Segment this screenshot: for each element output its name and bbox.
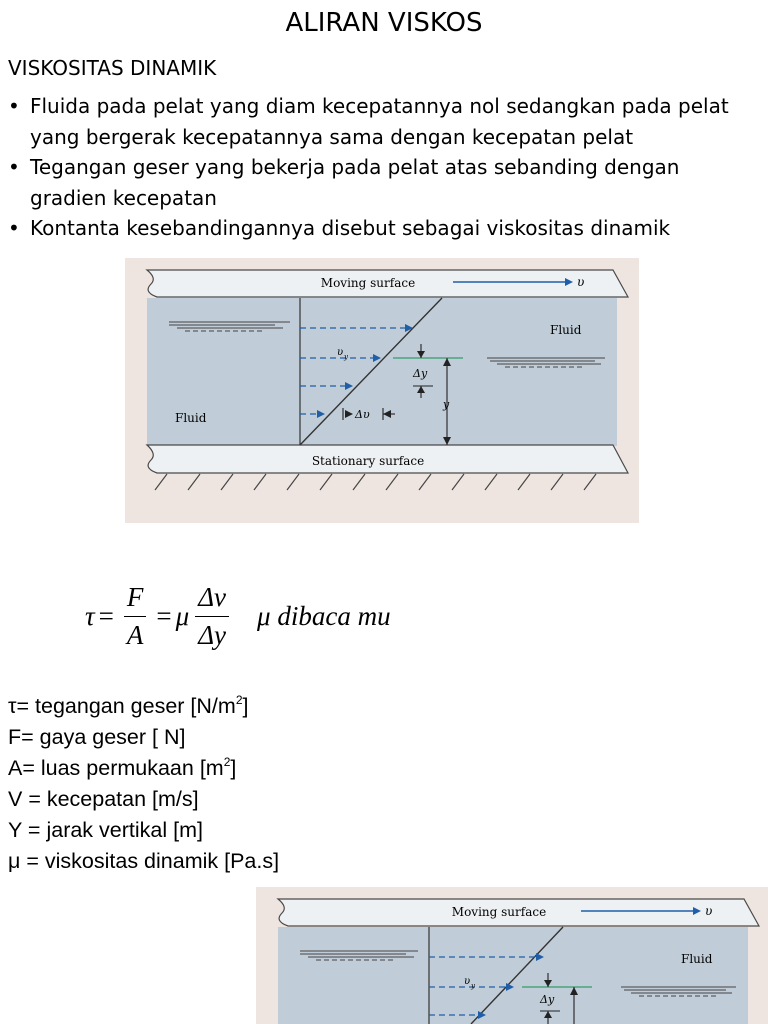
formula-tau: τ: [85, 600, 95, 631]
y-label: y: [443, 398, 450, 411]
stationary-surface-label: Stationary surface: [311, 454, 425, 468]
velocity-label: υ: [577, 275, 585, 289]
bullet-list: [8, 91, 760, 244]
definition-line: Y = jarak vertikal [m]: [8, 818, 203, 842]
fluid-region: [147, 298, 617, 446]
fluid-label-left: Fluid: [175, 411, 207, 425]
definition-line: A= luas permukaan $[m^2]$: [8, 755, 237, 780]
diagram-drawing: [125, 258, 639, 523]
bullet-item: • Tegangan geser yang bekerja pada pelat atas sebanding dengan gradien kecepatan: [8, 152, 760, 213]
formula-delta-v: Δv: [198, 581, 227, 612]
delta-y-label: Δy: [413, 367, 428, 380]
ground-hatching: [155, 474, 596, 490]
diagram-drawing-repeat: [256, 887, 768, 1024]
definition-line: μ = viskositas dinamik [Pa.s]: [8, 849, 280, 873]
vy-subscript: y: [344, 353, 348, 361]
fluid-region: [278, 927, 748, 1024]
fluid-label-right: Fluid: [681, 952, 713, 966]
delta-y-label: Δy: [540, 993, 555, 1006]
moving-surface-label: Moving surface: [451, 905, 547, 919]
fluid-label-right: Fluid: [550, 323, 582, 337]
shear-stress-formula: [85, 578, 391, 654]
formula-F: F: [126, 581, 144, 612]
formula-delta-y: Δy: [195, 616, 229, 651]
moving-surface-label: Moving surface: [320, 276, 416, 290]
definition-line: V = kecepatan [m/s]: [8, 787, 199, 811]
vy-label: υ: [337, 347, 344, 358]
fraction-velocity-gradient: [195, 582, 229, 651]
page-title: ALIRAN VISKOS: [285, 8, 483, 38]
definition-line: τ= tegangan geser $[N/m^2]$: [8, 693, 249, 718]
velocity-profile-diagram: [125, 258, 639, 523]
formula-equals: =: [156, 600, 172, 631]
variable-definitions: [8, 691, 279, 877]
vy-subscript: y: [471, 982, 475, 990]
vy-label: υ: [464, 976, 471, 987]
formula-equals: =: [98, 600, 114, 631]
velocity-profile-diagram-repeat: [256, 887, 768, 1024]
bullet-item: • Fluida pada pelat yang diam kecepatannya nol sedangkan pada pelat yang bergerak kecepatannya sama dengan kecepatan pelat: [8, 91, 760, 152]
formula-note: μ dibaca mu: [257, 600, 391, 631]
velocity-label: υ: [705, 904, 713, 918]
formula-A: A: [124, 616, 147, 651]
fraction-force-area: [124, 582, 147, 651]
section-subtitle: VISKOSITAS DINAMIK: [8, 56, 217, 80]
bullet-item: • Kontanta kesebandingannya disebut sebagai viskositas dinamik: [8, 213, 760, 244]
delta-v-label: Δυ: [355, 408, 370, 421]
formula-mu: μ: [175, 600, 190, 631]
definition-line: F= gaya geser [ N]: [8, 725, 186, 749]
